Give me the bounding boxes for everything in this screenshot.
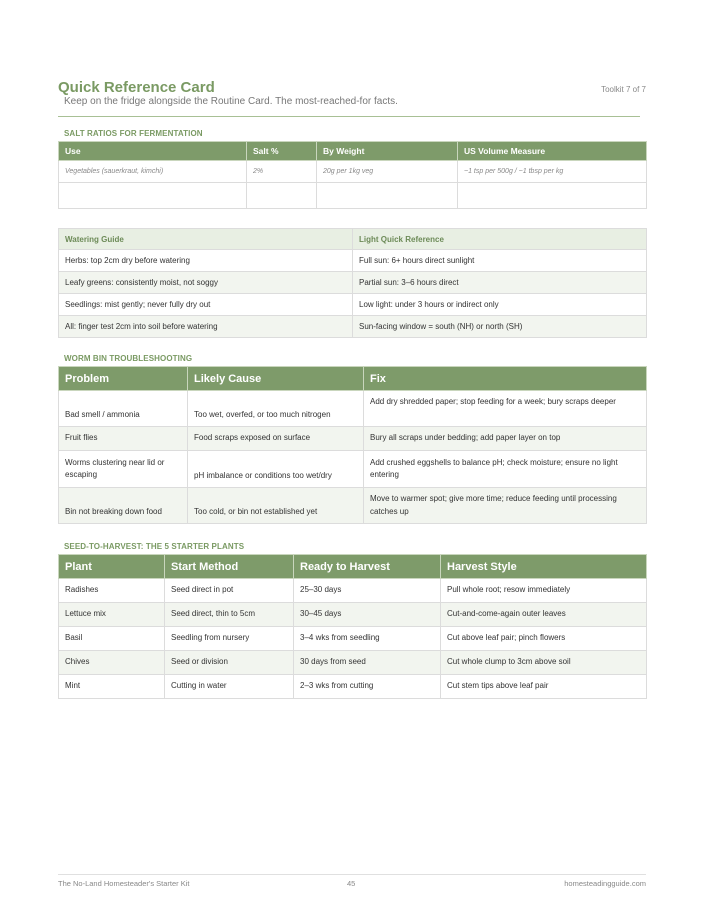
table-row bbox=[59, 579, 647, 603]
table-header-row bbox=[59, 367, 647, 391]
header-divider bbox=[58, 116, 640, 117]
table-cell: Add dry shredded paper; stop feeding for a week; bury scraps deeper bbox=[364, 391, 647, 427]
table-cell: Cutting in water bbox=[165, 675, 294, 699]
table-cell: Cut-and-come-again outer leaves bbox=[441, 603, 647, 627]
seed-section-label: SEED-TO-HARVEST: THE 5 STARTER PLANTS bbox=[64, 542, 245, 551]
table-cell: Partial sun: 3–6 hours direct bbox=[353, 272, 647, 294]
table-cell: All: finger test 2cm into soil before watering bbox=[59, 316, 353, 338]
table-cell: Full sun: 6+ hours direct sunlight bbox=[353, 250, 647, 272]
table-cell: Too cold, or bin not established yet bbox=[188, 488, 364, 524]
table-cell: Fruit flies bbox=[59, 427, 188, 451]
table-cell: 30 days from seed bbox=[294, 651, 441, 675]
column-header: Watering Guide bbox=[59, 229, 353, 250]
watering-light-table bbox=[58, 228, 647, 338]
table-cell: pH imbalance or conditions too wet/dry bbox=[188, 451, 364, 488]
salt-section-label: SALT RATIOS FOR FERMENTATION bbox=[64, 129, 203, 138]
column-header: Light Quick Reference bbox=[353, 229, 647, 250]
page-subtitle: Keep on the fridge alongside the Routine Card. The most-reached-for facts. bbox=[64, 96, 398, 107]
table-cell: Worms clustering near lid or escaping bbox=[59, 451, 188, 488]
table-cell: Lettuce mix bbox=[59, 603, 165, 627]
column-header: Salt % bbox=[247, 142, 317, 161]
table-cell: Seed direct, thin to 5cm bbox=[165, 603, 294, 627]
table-cell: Seed or division bbox=[165, 651, 294, 675]
table-cell: Pull whole root; resow immediately bbox=[441, 579, 647, 603]
table-row bbox=[59, 294, 647, 316]
table-cell: 25–30 days bbox=[294, 579, 441, 603]
table-cell bbox=[317, 183, 458, 209]
table-header-row bbox=[59, 229, 647, 250]
table-header-row bbox=[59, 555, 647, 579]
page-header bbox=[58, 79, 646, 108]
table-row bbox=[59, 488, 647, 524]
table-cell: Cut stem tips above leaf pair bbox=[441, 675, 647, 699]
table-cell: Too wet, overfed, or too much nitrogen bbox=[188, 391, 364, 427]
column-header: Use bbox=[59, 142, 247, 161]
column-header: Ready to Harvest bbox=[294, 555, 441, 579]
table-row bbox=[59, 316, 647, 338]
table-cell bbox=[59, 183, 247, 209]
column-header: Fix bbox=[364, 367, 647, 391]
table-cell: 2–3 wks from cutting bbox=[294, 675, 441, 699]
table-cell: Low light: under 3 hours or indirect only bbox=[353, 294, 647, 316]
table-cell: Seedling from nursery bbox=[165, 627, 294, 651]
table-cell bbox=[247, 183, 317, 209]
table-cell: Move to warmer spot; give more time; reduce feeding until processing catches up bbox=[364, 488, 647, 524]
column-header: Harvest Style bbox=[441, 555, 647, 579]
table-cell: Seed direct in pot bbox=[165, 579, 294, 603]
table-cell: Leafy greens: consistently moist, not soggy bbox=[59, 272, 353, 294]
table-cell: Radishes bbox=[59, 579, 165, 603]
page bbox=[58, 0, 646, 911]
table-cell: 30–45 days bbox=[294, 603, 441, 627]
column-header: US Volume Measure bbox=[458, 142, 647, 161]
table-row bbox=[59, 651, 647, 675]
page-number: 45 bbox=[347, 879, 356, 888]
page-title: Quick Reference Card bbox=[58, 79, 215, 96]
table-cell: Herbs: top 2cm dry before watering bbox=[59, 250, 353, 272]
table-cell: Vegetables (sauerkraut, kimchi) bbox=[59, 161, 247, 183]
seed-harvest-table bbox=[58, 554, 647, 699]
table-cell: Bin not breaking down food bbox=[59, 488, 188, 524]
worm-section-label: WORM BIN TROUBLESHOOTING bbox=[64, 354, 193, 363]
table-cell: ~1 tsp per 500g / ~1 tbsp per kg bbox=[458, 161, 647, 183]
table-row bbox=[59, 161, 647, 183]
table-row bbox=[59, 391, 647, 427]
table-cell: 3–4 wks from seedling bbox=[294, 627, 441, 651]
table-cell: Bury all scraps under bedding; add paper layer on top bbox=[364, 427, 647, 451]
column-header: Start Method bbox=[165, 555, 294, 579]
column-header: Problem bbox=[59, 367, 188, 391]
table-cell: Cut above leaf pair; pinch flowers bbox=[441, 627, 647, 651]
table-cell: Chives bbox=[59, 651, 165, 675]
table-row bbox=[59, 675, 647, 699]
worm-bin-table bbox=[58, 366, 647, 524]
footer-website: homesteadingguide.com bbox=[564, 879, 646, 888]
table-row bbox=[59, 451, 647, 488]
table-cell: 20g per 1kg veg bbox=[317, 161, 458, 183]
table-cell: Bad smell / ammonia bbox=[59, 391, 188, 427]
toolkit-indicator: Toolkit 7 of 7 bbox=[601, 85, 646, 94]
table-header-row bbox=[59, 142, 647, 161]
table-row bbox=[59, 603, 647, 627]
table-row bbox=[59, 272, 647, 294]
table-cell: Add crushed eggshells to balance pH; check moisture; ensure no light entering bbox=[364, 451, 647, 488]
table-row bbox=[59, 627, 647, 651]
page-footer bbox=[58, 874, 646, 888]
column-header: Likely Cause bbox=[188, 367, 364, 391]
salt-ratios-table bbox=[58, 141, 647, 209]
column-header: By Weight bbox=[317, 142, 458, 161]
table-cell: 2% bbox=[247, 161, 317, 183]
table-row bbox=[59, 250, 647, 272]
table-cell: Sun-facing window = south (NH) or north (SH) bbox=[353, 316, 647, 338]
table-cell: Basil bbox=[59, 627, 165, 651]
table-cell: Food scraps exposed on surface bbox=[188, 427, 364, 451]
table-row bbox=[59, 427, 647, 451]
table-cell: Seedlings: mist gently; never fully dry out bbox=[59, 294, 353, 316]
footer-book-title: The No-Land Homesteader's Starter Kit bbox=[58, 879, 190, 888]
column-header: Plant bbox=[59, 555, 165, 579]
table-cell: Cut whole clump to 3cm above soil bbox=[441, 651, 647, 675]
table-row-empty bbox=[59, 183, 647, 209]
table-cell bbox=[458, 183, 647, 209]
table-cell: Mint bbox=[59, 675, 165, 699]
